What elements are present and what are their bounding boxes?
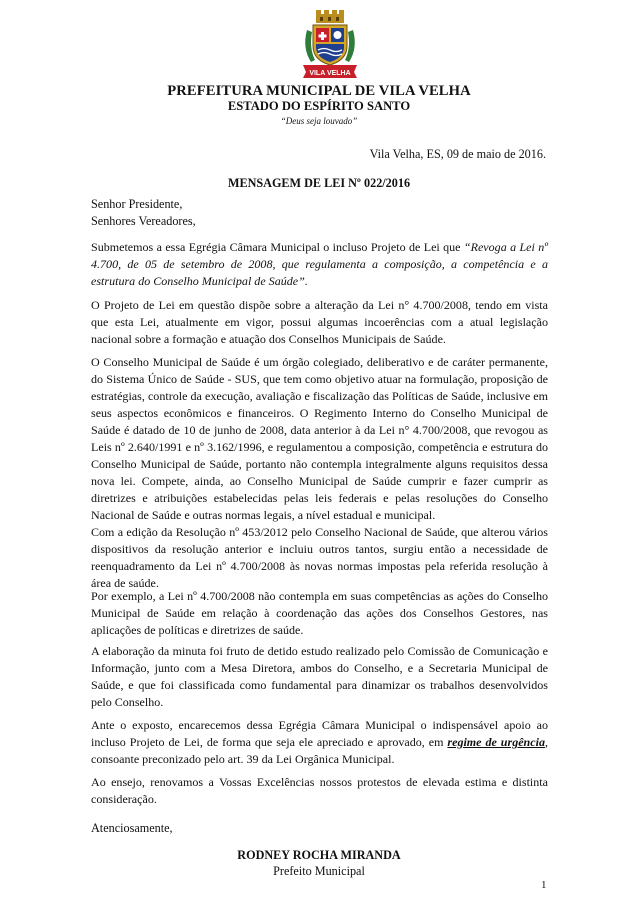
paragraph-4: Com a edição da Resolução nº 453/2012 pelo Conselho Nacional de Saúde, que alterou vários dispositivos da resolução anterior e incluiu outros tantos, surgiu então a necessidade de reenquadramento da Lei nº 4.700/2008 às novas normas impostas pela referida resolução à área de saúde. — [91, 525, 548, 590]
paragraph-5: Por exemplo, a Lei nº 4.700/2008 não contempla em suas competências as ações do Conselho Municipal de Saúde em relação à coordenação das ações dos Conselhos Gestores, nas aplicações de políticas e diretrizes de saúde. — [91, 589, 548, 637]
paragraph-text: Ante o exposto, encarecemos dessa Egrégia Câmara Municipal o indispensável apoio ao incluso Projeto de Lei, de forma que seja ele apreciado e aprovado, em — [91, 718, 548, 749]
paragraph-3: O Conselho Municipal de Saúde é um órgão colegiado, deliberativo e de caráter permanente, do Sistema Único de Saúde - SUS, que tem como objetivo atuar na formulação, proposição de estratégias, controle da execução, avaliação e fiscalização das Políticas de Saúde, inclusive em seus aspectos econômicos e financeiros. O Regimento Interno do Conselho Municipal de Saúde é datado de 10 de junho de 2008, data anterior à da Lei n° 4.700/2008, que revogou as Leis nº 2.640/1991 e nº 3.162/1996, e regulamentou a composição, competência e estrutura do Conselho Municipal de Saúde, portanto não contempla integralmente alguns requisitos dessa nova lei. Compete, ainda, ao Conselho Municipal de Saúde cumprir e fazer cumprir as diretrizes e atribuições estabelecidas pelas leis federais e pelas resoluções do Conselho Nacional de Saúde e outras normas legais, a nível estadual e municipal. — [91, 355, 548, 522]
signatory-name: RODNEY ROCHA MIRANDA — [237, 848, 401, 862]
crest-crown — [316, 10, 344, 23]
paragraph-text: Submetemos a essa Egrégia Câmara Municipal o incluso Projeto de Lei que — [91, 240, 464, 254]
salutation-line: Senhores Vereadores, — [91, 214, 196, 228]
closing-line: Atenciosamente, — [91, 821, 173, 835]
paragraph-text: , consoante preconizado pelo art. 39 da Lei Orgânica Municipal. — [91, 735, 548, 766]
law-title-quote: “Revoga a Lei nº 4.700, de 05 de setembro de 2008, que regulamenta a composição, a competência e a estrutura do Conselho Municipal de Saúde”. — [91, 240, 548, 288]
organization-name: PREFEITURA MUNICIPAL DE VILA VELHA — [167, 83, 471, 99]
motto: “Deus seja louvado” — [280, 116, 358, 126]
urgency-emphasis: regime de urgência — [447, 735, 545, 749]
crest-caption: VILA VELHA — [309, 70, 351, 77]
page-number: 1 — [541, 879, 547, 891]
paragraph-1 — [91, 239, 548, 290]
paragraph-8: Ao ensejo, renovamos a Vossas Excelências nossos protestos de elevada estima e distinta consideração. — [91, 775, 548, 806]
signatory-role: Prefeito Municipal — [273, 864, 365, 878]
message-title: MENSAGEM DE LEI Nº 022/2016 — [227, 176, 411, 190]
paragraph-2: O Projeto de Lei em questão dispõe sobre a alteração da Lei n° 4.700/2008, tendo em vista que esta Lei, atualmente em vigor, possui algumas incoerências com a atual legislação nacional sobre a formação e atuação dos Conselhos Municipais de Saúde. — [91, 298, 548, 346]
salutation-line: Senhor Presidente, — [91, 197, 183, 211]
municipal-coat-of-arms-icon — [299, 8, 361, 80]
crest-shield — [313, 25, 347, 65]
date-line: Vila Velha, ES, 09 de maio de 2016. — [369, 147, 546, 161]
state-name: ESTADO DO ESPÍRITO SANTO — [227, 99, 411, 113]
paragraph-6: A elaboração da minuta foi fruto de detido estudo realizado pelo Comissão de Comunicação e Informação, junto com a Mesa Diretora, ambos do Conselho, e a Secretaria Municipal de Saúde, e que foi classificada como fundamental para dinamizar os trabalhos desenvolvidos pelo Conselho. — [91, 644, 548, 709]
paragraph-7 — [91, 717, 548, 768]
